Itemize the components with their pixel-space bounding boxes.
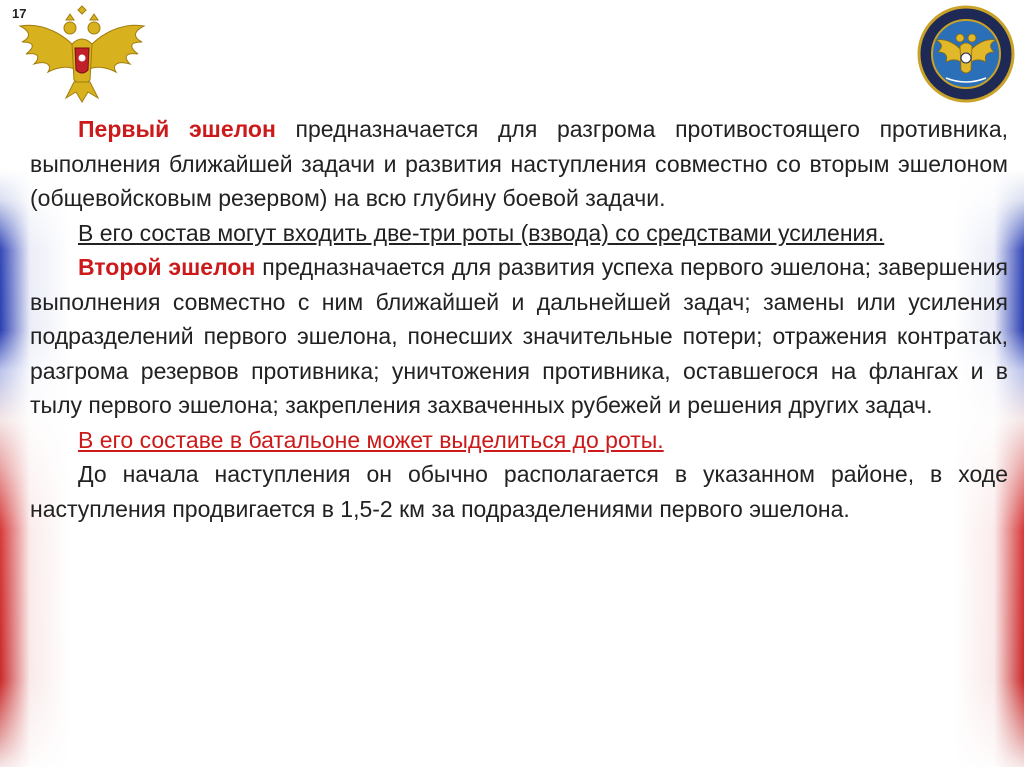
eagle-emblem-icon [12,4,152,104]
first-composition-text: В его состав могут входить две-три роты (взвода) со средствами усиления. [78,219,885,246]
paragraph-second-position [30,457,1008,526]
academy-seal-icon [916,4,1016,104]
paragraph-second-echelon [30,250,1008,423]
paragraph-first-echelon [30,112,1008,216]
term-second-echelon: Второй эшелон [78,254,256,280]
second-composition-text: В его составе в батальоне может выделиться до роты. [78,426,664,453]
slide-text [30,112,1008,526]
paragraph-second-composition [30,423,1008,458]
slide-number: 17 [12,6,27,21]
second-echelon-text: предназначается для развития успеха первого эшелона; завершения выполнения совместно с ним ближайшей и дальнейшей задач; замены или усиления подразделений первого эшелона, понесших значительные потери; отражения контратак, разгрома резервов противника; уничтожения противника, оставшегося на флангах и в тылу первого эшелона; закрепления захваченных рубежей и решения других задач. [30,254,1009,418]
paragraph-first-composition [30,216,1008,251]
first-echelon-text: предназначается для разгрома противостоящего противника, выполнения ближайшей задачи и развития наступления совместно со вторым эшелоном (общевойсковым резервом) на всю глубину боевой задачи. [30,116,1008,211]
second-position-text: До начала наступления он обычно располагается в указанном районе, в ходе наступления продвигается в 1,5-2 км за подразделениями первого эшелона. [30,461,1008,522]
term-first-echelon: Первый эшелон [78,116,276,142]
